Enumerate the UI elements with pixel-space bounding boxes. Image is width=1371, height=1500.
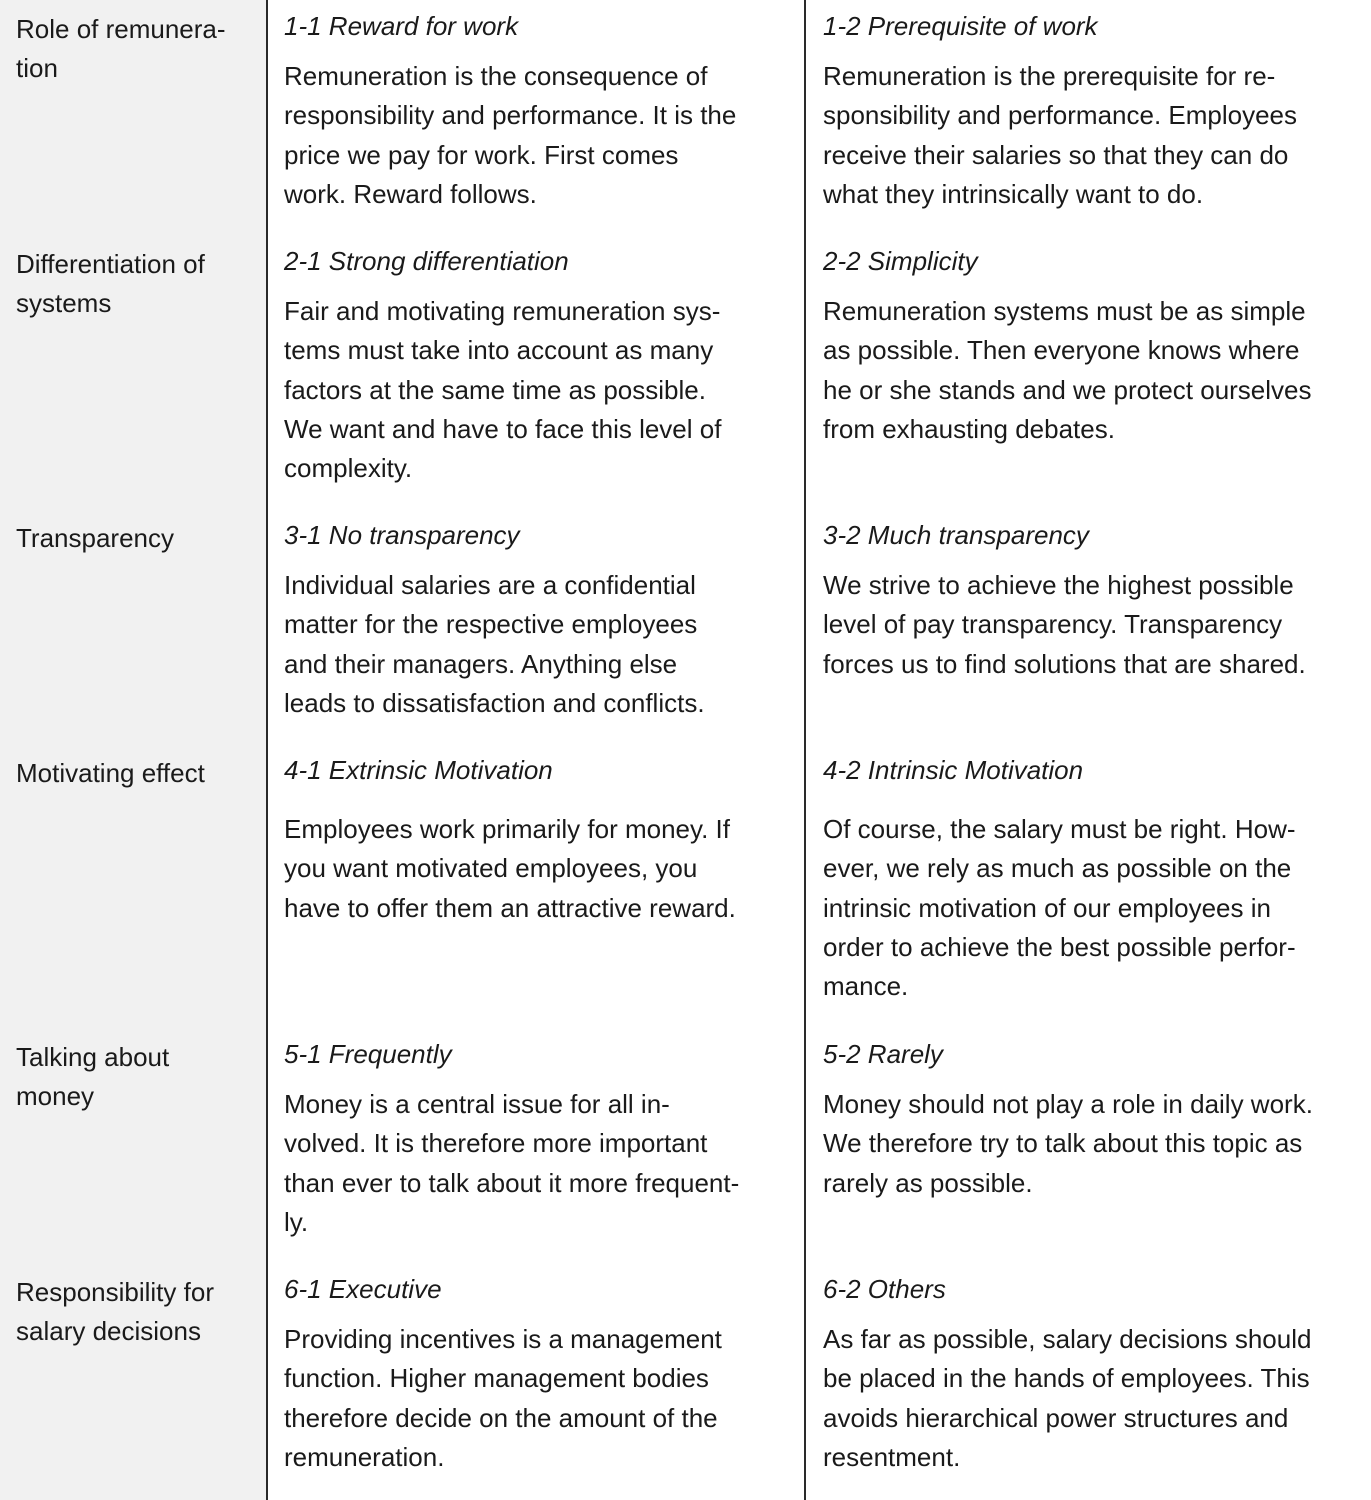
column-divider-2 xyxy=(804,0,806,1500)
option-cell xyxy=(823,245,1368,449)
row-category: Motivating effect xyxy=(16,758,205,788)
option-text: Of course, the salary must be right. How- ever, we rely as much as possible on the intrinsic motivation of our employees in order to achieve the best possible perfor- mance. xyxy=(823,814,1296,1002)
option-cell xyxy=(284,754,794,928)
option-cell xyxy=(823,1273,1368,1477)
option-text: Remuneration is the consequence of responsibility and performance. It is the price we pay for work. First comes work. Reward follows. xyxy=(284,61,737,209)
option-text: Remuneration systems must be as simple as possible. Then everyone knows where he or she stands and we protect ourselves from exhausting debates. xyxy=(823,296,1312,444)
option-title: 6-1 Executive xyxy=(284,1274,442,1304)
option-text: Fair and motivating remuneration sys- tems must take into account as many factors at the same time as possible. We want and have to face this level of complexity. xyxy=(284,296,722,484)
row-category: Responsibility for salary decisions xyxy=(16,1277,214,1346)
option-title: 1-2 Prerequisite of work xyxy=(823,11,1098,41)
row-category: Differentiation of systems xyxy=(16,249,205,318)
option-title: 4-1 Extrinsic Motivation xyxy=(284,755,553,785)
column-divider-1 xyxy=(266,0,268,1500)
option-title: 1-1 Reward for work xyxy=(284,11,519,41)
row-category: Talking about money xyxy=(16,1042,170,1111)
option-text: Remuneration is the prerequisite for re- sponsibility and performance. Employees receive their salaries so that they can do what they intrinsically want to do. xyxy=(823,61,1298,209)
option-title: 3-2 Much transparency xyxy=(823,520,1089,550)
option-text: As far as possible, salary decisions should be placed in the hands of employees. This avoids hierarchical power structures and resentment. xyxy=(823,1324,1312,1472)
option-cell xyxy=(823,1038,1368,1203)
option-cell xyxy=(823,754,1368,1006)
option-text: Employees work primarily for money. If you want motivated employees, you have to offer them an attractive reward. xyxy=(284,814,736,923)
row-category: Role of remunera- tion xyxy=(16,14,226,83)
option-cell xyxy=(284,10,794,214)
option-title: 5-2 Rarely xyxy=(823,1039,943,1069)
option-title: 2-1 Strong differentiation xyxy=(284,246,569,276)
option-cell xyxy=(284,245,794,488)
option-cell xyxy=(284,1273,794,1477)
option-title: 6-2 Others xyxy=(823,1274,946,1304)
option-title: 3-1 No transparency xyxy=(284,520,520,550)
option-title: 2-2 Simplicity xyxy=(823,246,978,276)
option-title: 4-2 Intrinsic Motivation xyxy=(823,755,1084,785)
option-text: Money is a central issue for all in- volved. It is therefore more important than ever to talk about it more frequent- ly. xyxy=(284,1089,740,1237)
option-title: 5-1 Frequently xyxy=(284,1039,452,1069)
option-text: Providing incentives is a management function. Higher management bodies therefore decide on the amount of the remuneration. xyxy=(284,1324,722,1472)
option-cell xyxy=(284,519,794,723)
option-text: We strive to achieve the highest possible level of pay transparency. Transparency forces us to find solutions that are shared. xyxy=(823,570,1306,679)
option-text: Money should not play a role in daily work. We therefore try to talk about this topic as rarely as possible. xyxy=(823,1089,1313,1198)
option-cell xyxy=(823,519,1368,684)
row-category: Transparency xyxy=(16,523,174,553)
option-cell xyxy=(823,10,1368,214)
option-cell xyxy=(284,1038,794,1242)
option-text: Individual salaries are a confidential matter for the respective employees and their managers. Anything else leads to dissatisfaction and conflicts. xyxy=(284,570,705,718)
